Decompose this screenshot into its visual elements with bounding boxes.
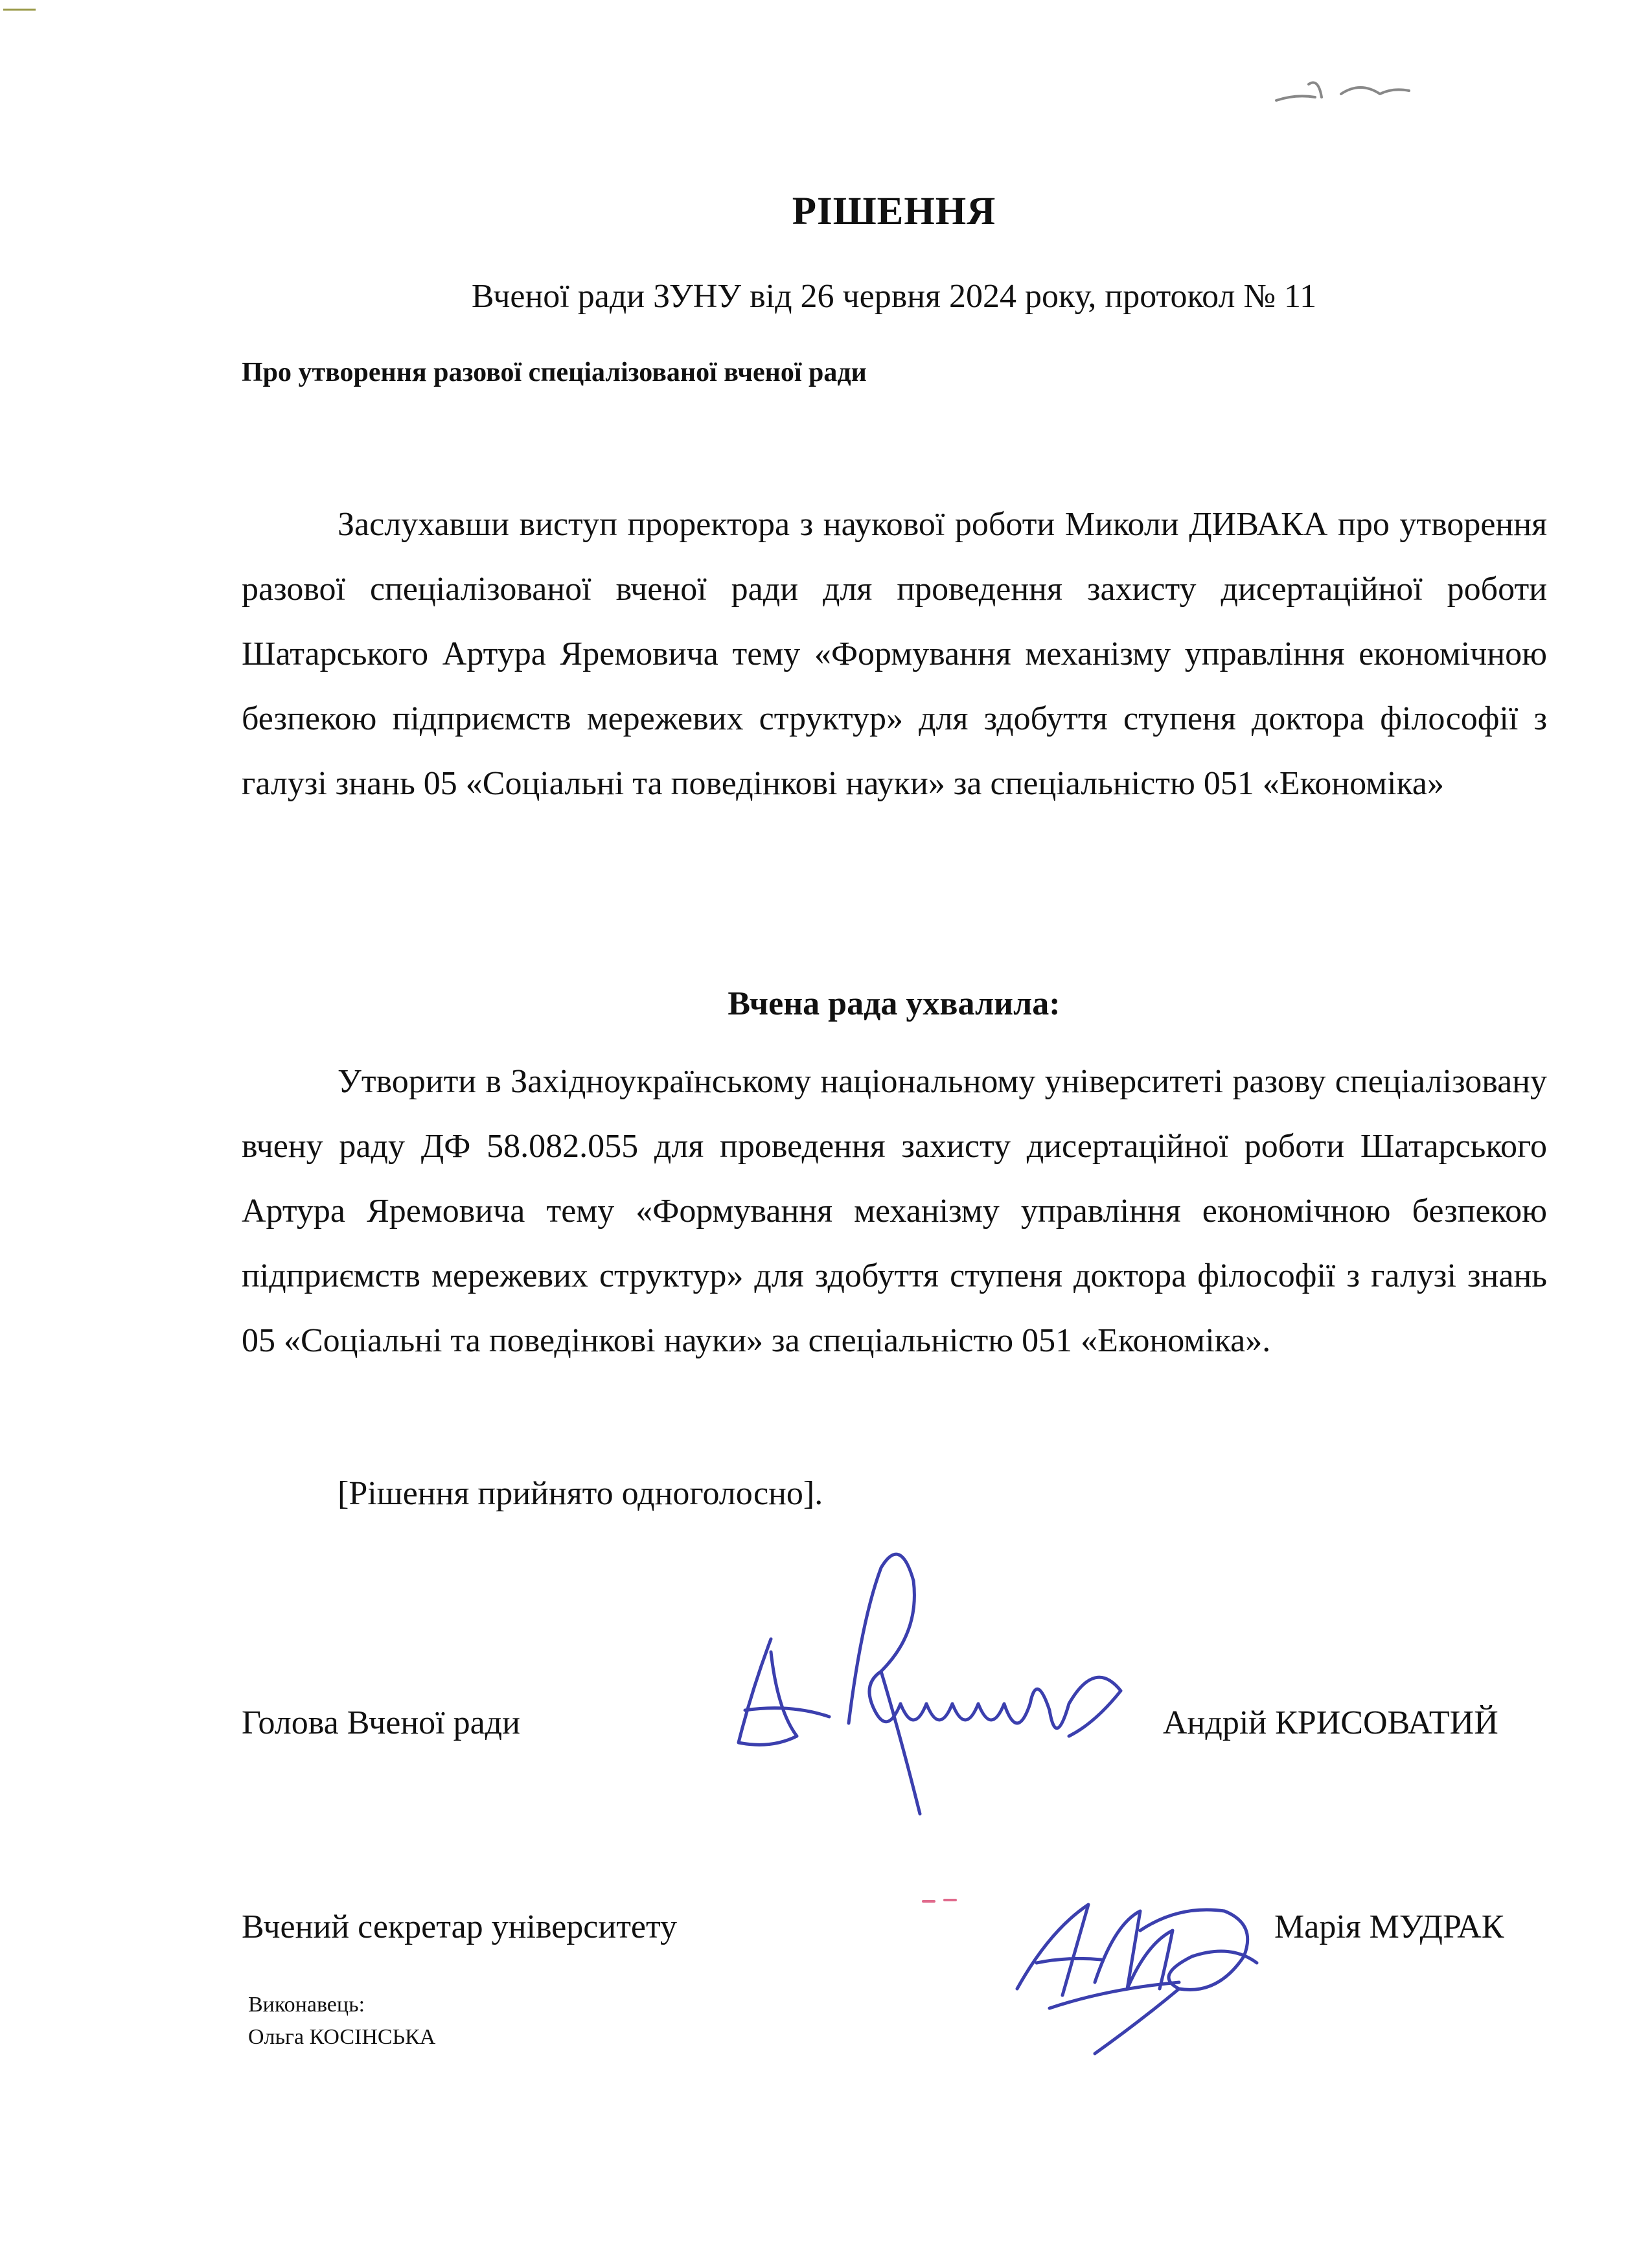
edge-mark [0, 6, 39, 13]
chair-name: Андрій КРИСОВАТИЙ [1163, 1704, 1498, 1741]
secretary-name: Марія МУДРАК [1274, 1908, 1504, 1945]
resolution-heading: Вчена рада ухвалила: [728, 985, 1061, 1022]
pencil-mark [1270, 68, 1432, 113]
document-subtitle: Вченої ради ЗУНУ від 26 червня 2024 року, протокол № 11 [471, 278, 1317, 315]
secretary-signature-image [1011, 1892, 1283, 2067]
secretary-label: Вчений секретар університету [242, 1908, 678, 1945]
executor-label: Виконавець: [248, 1993, 365, 2017]
decision-note: [Рішення прийнято одноголосно]. [338, 1475, 823, 1512]
chair-label: Голова Вченої ради [242, 1704, 520, 1741]
executor-name: Ольга КОСІНСЬКА [248, 2025, 436, 2049]
document-subject: Про утворення разової спеціалізованої вченої ради [242, 358, 867, 387]
stray-mark [920, 1895, 965, 1908]
document-title: РІШЕННЯ [792, 190, 996, 233]
chair-signature-image [732, 1542, 1147, 1853]
paragraph-hearing: Заслухавши виступ проректора з наукової роботи Миколи ДИВАКА про утворення разової спеціалізованої вченої ради для проведення захисту дисертаційної роботи Шатарського Артура Яремовича тему «Формування механізму управління економічною безпекою підприємств мережевих структур» для здобуття ступеня доктора філософії з галузі знань 05 «Соціальні та поведінкові науки» за спеціальністю 051 «Економіка» [242, 506, 1547, 802]
paragraph-resolution: Утворити в Західноукраїнському національному університеті разову спеціалізовану вчену раду ДФ 58.082.055 для проведення захисту дисертаційної роботи Шатарського Артура Яремовича тему «Формування механізму управління економічною безпекою підприємств мережевих структур» для здобуття ступеня доктора філософії з галузі знань 05 «Соціальні та поведінкові науки» за спеціальністю 051 «Економіка». [242, 1063, 1547, 1359]
